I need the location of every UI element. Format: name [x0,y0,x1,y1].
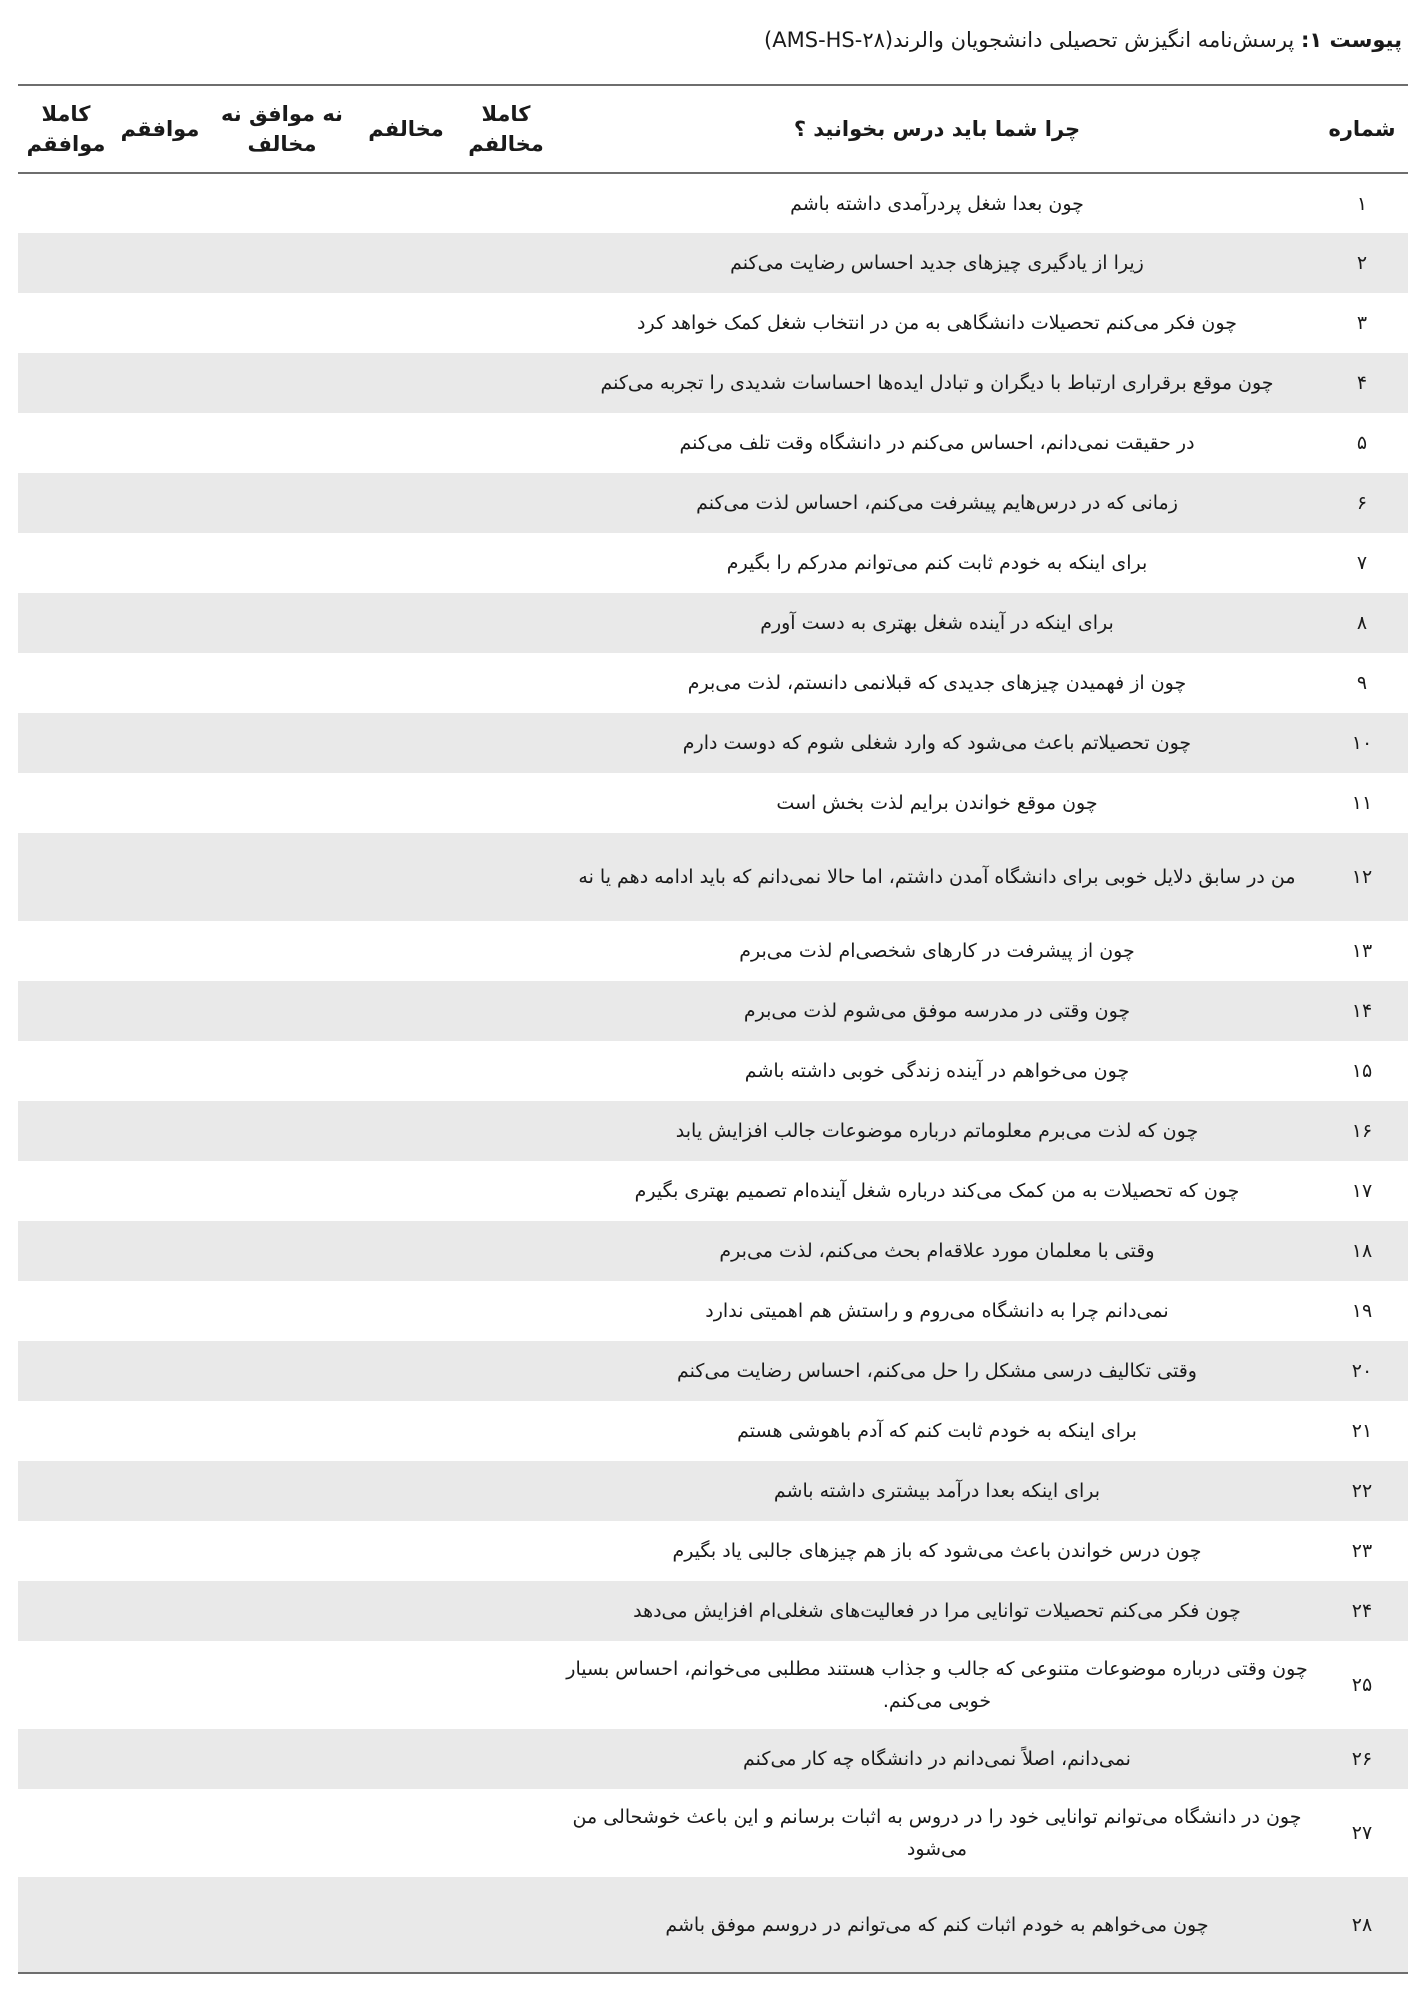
response-cell-agree[interactable] [114,473,206,533]
row-statement: چون درس خواندن باعث می‌شود که باز هم چیزهای جالبی یاد بگیرم [672,1540,1202,1562]
response-cell-neutral[interactable] [206,1101,358,1161]
response-cell-disagree[interactable] [358,1789,454,1877]
response-cell-agree[interactable] [114,1789,206,1877]
row-number: ۲۵ [1351,1674,1373,1696]
response-cell-strongly-agree[interactable] [18,173,114,233]
response-cell-strongly-disagree[interactable] [454,773,558,833]
row-statement: چون از فهمیدن چیزهای جدیدی که قبلانمی دانستم، لذت می‌برم [687,672,1187,694]
response-cell-strongly-disagree[interactable] [454,1789,558,1877]
table-row [18,1461,1408,1521]
table-row [18,353,1408,413]
response-cell-strongly-disagree[interactable] [454,533,558,593]
response-cell-strongly-disagree[interactable] [454,1461,558,1521]
response-cell-strongly-agree[interactable] [18,293,114,353]
response-cell-agree[interactable] [114,1729,206,1789]
table-body [18,173,1408,1973]
header-strongly-disagree: کاملا مخالفم [454,85,558,173]
response-cell-neutral[interactable] [206,473,358,533]
response-cell-strongly-agree[interactable] [18,1161,114,1221]
header-number: شماره [1316,85,1408,173]
row-number: ۲۸ [1316,1877,1408,1973]
response-cell-strongly-agree[interactable] [18,1789,114,1877]
header-strongly-agree: کاملا موافقم [18,85,114,173]
response-cell-disagree[interactable] [358,921,454,981]
response-cell-agree[interactable] [114,173,206,233]
response-cell-agree[interactable] [114,293,206,353]
table-row [18,981,1408,1041]
table-row [18,473,1408,533]
response-cell-strongly-disagree[interactable] [454,1161,558,1221]
response-cell-strongly-agree[interactable] [18,413,114,473]
response-cell-agree[interactable] [114,1221,206,1281]
response-cell-strongly-agree[interactable] [18,1581,114,1641]
response-cell-strongly-agree[interactable] [18,1401,114,1461]
caption-label: پیوست ۱: [1300,28,1402,52]
response-cell-strongly-agree[interactable] [18,353,114,413]
row-statement: در حقیقت نمی‌دانم، احساس می‌کنم در دانشگاه وقت تلف می‌کنم [679,432,1195,454]
header-disagree: مخالفم [358,85,454,173]
row-statement: زمانی که در درس‌هایم پیشرفت می‌کنم، احساس لذت می‌کنم [696,492,1178,514]
response-cell-neutral[interactable] [206,1281,358,1341]
row-statement: چون از پیشرفت در کارهای شخصی‌ام لذت می‌برم [739,940,1135,962]
response-cell-neutral[interactable] [206,1461,358,1521]
row-statement: چون تحصیلاتم باعث می‌شود که وارد شغلی شوم که دوست دارم [682,732,1192,754]
response-cell-agree[interactable] [114,1401,206,1461]
table-row [18,773,1408,833]
response-cell-strongly-agree[interactable] [18,833,114,921]
row-number: ۱۹ [1351,1300,1373,1322]
response-cell-neutral[interactable] [206,713,358,773]
response-cell-strongly-agree[interactable] [18,981,114,1041]
response-cell-disagree[interactable] [358,1041,454,1101]
response-cell-disagree[interactable] [358,1641,454,1729]
table-row [18,653,1408,713]
row-statement: برای اینکه بعدا درآمد بیشتری داشته باشم [773,1480,1101,1502]
response-cell-strongly-disagree[interactable] [454,233,558,293]
table-row [18,533,1408,593]
response-cell-strongly-agree[interactable] [18,1641,114,1729]
response-cell-strongly-agree[interactable] [18,1221,114,1281]
header-row [18,85,1408,173]
table-row [18,413,1408,473]
table-row [18,921,1408,981]
response-cell-strongly-disagree[interactable] [454,293,558,353]
response-cell-disagree[interactable] [358,1521,454,1581]
response-cell-disagree[interactable] [358,833,454,921]
response-cell-strongly-agree[interactable] [18,1729,114,1789]
response-cell-neutral[interactable] [206,1877,358,1973]
row-statement: چون که تحصیلات به من کمک می‌کند درباره شغل آینده‌ام تصمیم بهتری بگیرم [634,1180,1240,1202]
response-cell-strongly-disagree[interactable] [454,353,558,413]
response-cell-agree[interactable] [114,413,206,473]
response-cell-strongly-disagree[interactable] [454,1877,558,1973]
response-cell-strongly-disagree[interactable] [454,1521,558,1581]
response-cell-neutral[interactable] [206,653,358,713]
row-number: ۸ [1356,612,1368,634]
table-row [18,1521,1408,1581]
response-cell-disagree[interactable] [358,293,454,353]
response-cell-neutral[interactable] [206,173,358,233]
response-cell-agree[interactable] [114,921,206,981]
response-cell-strongly-disagree[interactable] [454,981,558,1041]
response-cell-strongly-agree[interactable] [18,1461,114,1521]
table-row [18,1641,1408,1729]
response-cell-neutral[interactable] [206,1581,358,1641]
response-cell-agree[interactable] [114,233,206,293]
header-agree: موافقم [114,85,206,173]
table-row [18,173,1408,233]
response-cell-neutral[interactable] [206,593,358,653]
response-cell-strongly-disagree[interactable] [454,413,558,473]
row-number: ۹ [1356,672,1368,694]
response-cell-strongly-agree[interactable] [18,713,114,773]
table-row [18,713,1408,773]
response-cell-disagree[interactable] [358,353,454,413]
response-cell-strongly-agree[interactable] [18,1877,114,1973]
row-statement: من در سابق دلایل خوبی برای دانشگاه آمدن داشتم، اما حالا نمی‌دانم که باید ادامه دهم یا نه [578,866,1296,888]
response-cell-strongly-agree[interactable] [18,593,114,653]
row-statement: نمی‌دانم، اصلاً نمی‌دانم در دانشگاه چه کار می‌کنم [743,1748,1131,1770]
row-number: ۱۲ [1351,866,1373,888]
response-cell-strongly-disagree[interactable] [454,1281,558,1341]
response-cell-agree[interactable] [114,713,206,773]
response-cell-disagree[interactable] [358,1221,454,1281]
response-cell-agree[interactable] [114,353,206,413]
response-cell-neutral[interactable] [206,533,358,593]
row-statement: چون فکر می‌کنم تحصیلات توانایی مرا در فعالیت‌های شغلی‌ام افزایش می‌دهد [633,1600,1241,1622]
response-cell-agree[interactable] [114,533,206,593]
response-cell-neutral[interactable] [206,773,358,833]
response-cell-agree[interactable] [114,1641,206,1729]
row-statement: وقتی با معلمان مورد علاقه‌ام بحث می‌کنم، لذت می‌برم [719,1240,1155,1262]
response-cell-disagree[interactable] [358,413,454,473]
response-cell-disagree[interactable] [358,593,454,653]
caption-text: پرسش‌نامه انگیزش تحصیلی دانشجویان والرند(AMS-HS-۲۸) [764,28,1301,52]
row-statement: برای اینکه به خودم ثابت کنم می‌توانم مدرکم را بگیرم [726,552,1148,574]
response-cell-strongly-agree[interactable] [18,533,114,593]
table-row [18,1041,1408,1101]
response-cell-strongly-disagree[interactable] [454,1041,558,1101]
response-cell-agree[interactable] [114,1341,206,1401]
response-cell-strongly-agree[interactable] [18,233,114,293]
row-number: ۱۴ [1351,1000,1373,1022]
table-row [18,1581,1408,1641]
response-cell-neutral[interactable] [206,233,358,293]
row-number: ۵ [1356,432,1368,454]
table-row [18,1161,1408,1221]
response-cell-strongly-agree[interactable] [18,653,114,713]
row-number: ۱۷ [1351,1180,1373,1202]
row-number: ۳ [1356,312,1368,334]
response-cell-agree[interactable] [114,1101,206,1161]
row-statement: چون در دانشگاه می‌توانم توانایی خود را در دروس به اثبات برسانم و این باعث خوشحالی من می‌شود [572,1806,1302,1860]
response-cell-strongly-disagree[interactable] [454,921,558,981]
response-cell-disagree[interactable] [358,1101,454,1161]
header-neutral: نه موافق نه مخالف [206,85,358,173]
response-cell-neutral[interactable] [206,833,358,921]
row-statement: برای اینکه در آینده شغل بهتری به دست آورم [760,612,1114,634]
response-cell-agree[interactable] [114,593,206,653]
row-statement: چون می‌خواهم در آینده زندگی خوبی داشته باشم [744,1060,1130,1082]
response-cell-disagree[interactable] [358,1461,454,1521]
table-row [18,1101,1408,1161]
response-cell-neutral[interactable] [206,413,358,473]
table-row [18,1341,1408,1401]
response-cell-strongly-agree[interactable] [18,773,114,833]
row-number: ۲۱ [1351,1420,1373,1442]
row-statement: چون وقتی درباره موضوعات متنوعی که جالب و جذاب هستند مطلبی می‌خوانم، احساس بسیار خوبی می‌کنم. [566,1658,1308,1712]
response-cell-neutral[interactable] [206,1521,358,1581]
response-cell-strongly-disagree[interactable] [454,713,558,773]
response-cell-neutral[interactable] [206,1221,358,1281]
response-cell-disagree[interactable] [358,533,454,593]
questionnaire-table [18,84,1408,1974]
response-cell-agree[interactable] [114,1281,206,1341]
table-row [18,233,1408,293]
table-row [18,593,1408,653]
response-cell-agree[interactable] [114,1521,206,1581]
response-cell-disagree[interactable] [358,173,454,233]
response-cell-neutral[interactable] [206,1041,358,1101]
response-cell-disagree[interactable] [358,1581,454,1641]
response-cell-strongly-agree[interactable] [18,1041,114,1101]
response-cell-neutral[interactable] [206,921,358,981]
response-cell-strongly-disagree[interactable] [454,1221,558,1281]
response-cell-agree[interactable] [114,653,206,713]
response-cell-strongly-agree[interactable] [18,1101,114,1161]
response-cell-agree[interactable] [114,1877,206,1973]
response-cell-disagree[interactable] [358,1877,454,1973]
response-cell-neutral[interactable] [206,1789,358,1877]
row-statement: زیرا از یادگیری چیزهای جدید احساس رضایت می‌کنم [730,252,1144,274]
row-number: ۱۳ [1351,940,1373,962]
row-number: ۲۶ [1351,1748,1373,1770]
row-number: ۲ [1356,252,1368,274]
response-cell-strongly-disagree[interactable] [454,1581,558,1641]
response-cell-agree[interactable] [114,1041,206,1101]
response-cell-disagree[interactable] [358,233,454,293]
response-cell-neutral[interactable] [206,1729,358,1789]
response-cell-strongly-disagree[interactable] [454,653,558,713]
row-statement: چون که لذت می‌برم معلوماتم درباره موضوعات جالب افزایش یابد [675,1120,1199,1142]
row-statement: چون موقع برقراری ارتباط با دیگران و تبادل ایده‌ها احساسات شدیدی را تجربه می‌کنم [600,372,1274,394]
response-cell-agree[interactable] [114,833,206,921]
table-row [18,1281,1408,1341]
response-cell-strongly-disagree[interactable] [454,833,558,921]
row-number: ۶ [1356,492,1368,514]
row-number: ۱۵ [1351,1060,1373,1082]
response-cell-strongly-disagree[interactable] [454,173,558,233]
row-number: ۴ [1356,372,1368,394]
response-cell-strongly-disagree[interactable] [454,593,558,653]
response-cell-agree[interactable] [114,981,206,1041]
response-cell-disagree[interactable] [358,473,454,533]
row-number: ۱ [1356,192,1368,215]
row-statement: چون فکر می‌کنم تحصیلات دانشگاهی به من در انتخاب شغل کمک خواهد کرد [637,312,1237,334]
response-cell-neutral[interactable] [206,1341,358,1401]
response-cell-disagree[interactable] [358,1341,454,1401]
response-cell-neutral[interactable] [206,293,358,353]
response-cell-disagree[interactable] [358,1729,454,1789]
response-cell-strongly-disagree[interactable] [454,473,558,533]
response-cell-agree[interactable] [114,1161,206,1221]
response-cell-disagree[interactable] [358,773,454,833]
table-row [18,1877,1408,1973]
row-number: ۱۸ [1351,1240,1373,1262]
response-cell-neutral[interactable] [206,1161,358,1221]
response-cell-disagree[interactable] [358,1161,454,1221]
response-cell-agree[interactable] [114,1581,206,1641]
row-number: ۲۰ [1351,1360,1373,1382]
table-caption [764,22,1402,58]
response-cell-disagree[interactable] [358,713,454,773]
header-question: چرا شما باید درس بخوانید ؟ [558,85,1316,173]
response-cell-disagree[interactable] [358,1281,454,1341]
row-statement: چون بعدا شغل پردرآمدی داشته باشم [790,192,1084,215]
row-number: ۲۷ [1351,1822,1373,1844]
table-row [18,1401,1408,1461]
response-cell-disagree[interactable] [358,1401,454,1461]
response-cell-strongly-agree[interactable] [18,1341,114,1401]
row-number: ۱۱ [1351,792,1373,814]
table-row [18,1729,1408,1789]
row-number: ۱۰ [1351,732,1373,754]
row-statement: برای اینکه به خودم ثابت کنم که آدم باهوشی هستم [737,1420,1137,1442]
response-cell-strongly-disagree[interactable] [454,1341,558,1401]
response-cell-disagree[interactable] [358,981,454,1041]
response-cell-strongly-disagree[interactable] [454,1401,558,1461]
response-cell-disagree[interactable] [358,653,454,713]
response-cell-strongly-agree[interactable] [18,1281,114,1341]
row-statement: چون می‌خواهم به خودم اثبات کنم که می‌توانم در دروسم موفق باشم [558,1877,1316,1973]
row-number: ۲۲ [1351,1480,1373,1502]
table-row [18,1789,1408,1877]
row-statement: چون وقتی در مدرسه موفق می‌شوم لذت می‌برم [743,1000,1131,1022]
response-cell-agree[interactable] [114,773,206,833]
table-row [18,1221,1408,1281]
response-cell-strongly-disagree[interactable] [454,1101,558,1161]
response-cell-strongly-agree[interactable] [18,1521,114,1581]
row-number: ۷ [1356,552,1368,574]
row-number: ۲۳ [1351,1540,1373,1562]
response-cell-strongly-agree[interactable] [18,473,114,533]
row-statement: چون موقع خواندن برایم لذت بخش است [776,792,1098,814]
row-number: ۲۴ [1351,1600,1373,1622]
response-cell-neutral[interactable] [206,1641,358,1729]
response-cell-neutral[interactable] [206,981,358,1041]
table-row [18,293,1408,353]
row-number: ۱۶ [1351,1120,1373,1142]
response-cell-strongly-agree[interactable] [18,921,114,981]
response-cell-neutral[interactable] [206,353,358,413]
response-cell-strongly-disagree[interactable] [454,1729,558,1789]
table-row [18,833,1408,921]
response-cell-strongly-disagree[interactable] [454,1641,558,1729]
row-statement: نمی‌دانم چرا به دانشگاه می‌روم و راستش هم اهمیتی ندارد [705,1300,1169,1322]
response-cell-agree[interactable] [114,1461,206,1521]
row-statement: وقتی تکالیف درسی مشکل را حل می‌کنم، احساس رضایت می‌کنم [677,1360,1197,1382]
response-cell-neutral[interactable] [206,1401,358,1461]
